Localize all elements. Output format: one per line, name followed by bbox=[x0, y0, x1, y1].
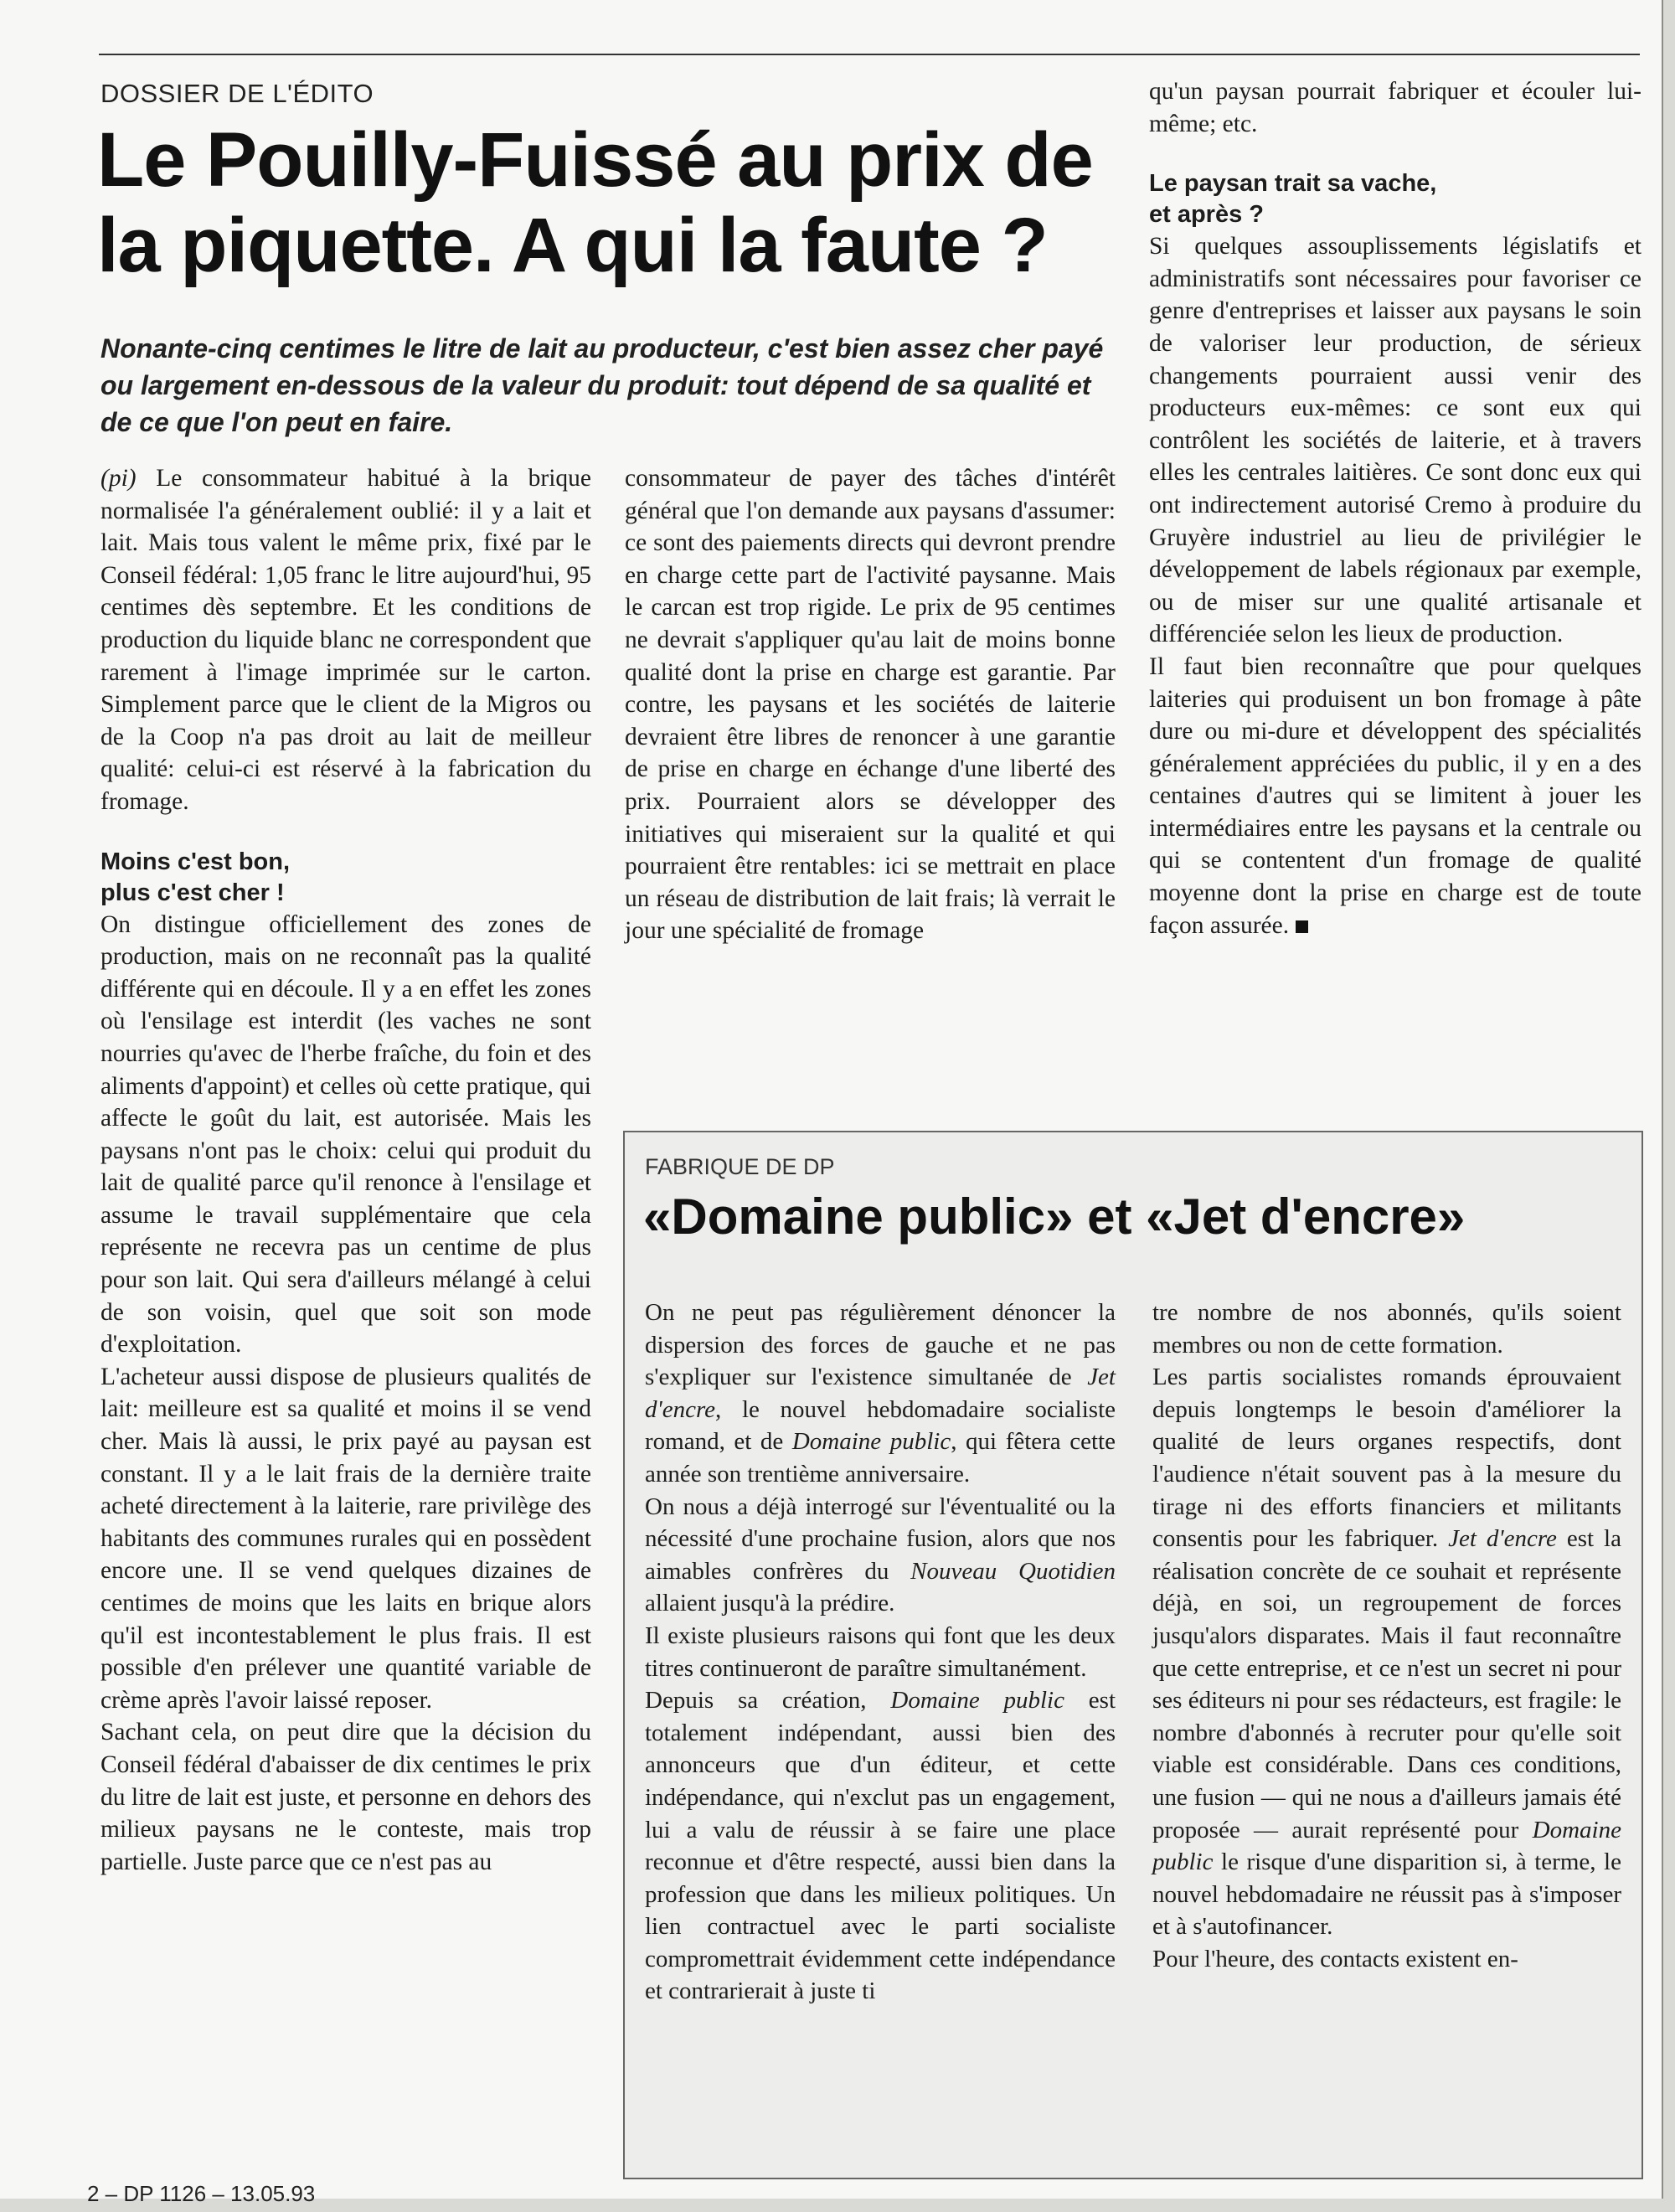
box-kicker: FABRIQUE DE DP bbox=[645, 1154, 835, 1179]
subheading-2 bbox=[1149, 168, 1642, 230]
paragraph-text: Il faut bien reconnaître que pour quelques laiteries qui produisent un bon fromage à pâte dure ou mi-dure et développent des spécialités généralement appréciées du public, il y en a des centaines d'autres qui se limitent à jouer les intermédiaires entre les paysans et la centrale ou qui se contentent d'un fromage de qualité moyenne dont la prise en charge est de toute façon assurée. bbox=[1149, 652, 1642, 939]
scan-edge-right bbox=[1662, 0, 1675, 2212]
paragraph: tre nombre de nos abonnés, qu'ils soient membres ou non de cette formation. bbox=[1152, 1299, 1621, 1359]
subheading-1 bbox=[100, 847, 591, 909]
page-footer: 2 – DP 1126 – 13.05.93 bbox=[87, 2181, 316, 2206]
section-kicker: DOSSIER DE L'ÉDITO bbox=[100, 79, 374, 108]
article-column-2 bbox=[625, 462, 1116, 947]
subheading-line: Le paysan trait sa vache, bbox=[1149, 170, 1437, 198]
box-column-2 bbox=[1152, 1297, 1621, 1975]
paragraph: Il existe plusieurs raisons qui font que les deux titres continueront de paraître simultanément. bbox=[645, 1622, 1116, 1682]
subheading-line: et après ? bbox=[1149, 201, 1264, 229]
author-signature: (pi) bbox=[100, 465, 137, 492]
article-lede: Nonante-cinq centimes le litre de lait au producteur, c'est bien assez cher payé ou largement en-dessous de la valeur du produit: tout dépend de sa qualité et de ce que l'on peut en faire. bbox=[100, 333, 1104, 437]
top-rule bbox=[99, 54, 1640, 55]
subheading-line: Moins c'est bon, bbox=[100, 848, 291, 875]
paragraph: On nous a déjà interrogé sur l'éventualité ou la nécessité d'une prochaine fusion, alors que nos aimables confrères du Nouveau Quotidien allaient jusqu'à la prédire. bbox=[645, 1493, 1116, 1617]
article-column-1 bbox=[100, 462, 591, 1878]
paragraph: Depuis sa création, Domaine public est totalement indépendant, aussi bien des annonceurs que d'un éditeur, et cette indépendance, qui n'exclut pas un engagement, lui a valu de réussir à se faire une place reconnue et d'être respecté, aussi bien dans la profession que dans les milieux politiques. Un lien contractuel avec le parti socialiste compromettrait évidemment cette indépendance et contrarierait à juste ti bbox=[645, 1687, 1116, 2005]
sidebar-box bbox=[623, 1131, 1643, 2179]
paragraph: consommateur de payer des tâches d'intérêt général que l'on demande aux paysans d'assumer: ce sont des paiements directs qui devront prendre en charge cette part de l'activité paysanne. Mais le carcan est trop rigide. Le prix de 95 centimes ne devrait s'appliquer qu'au lait de moins bonne qualité dont la prise en charge est garantie. Par contre, les paysans et les sociétés de laiterie devraient être libres de renoncer à une garantie de prise en charge en échange d'une liberté des prix. Pourraient alors se développer des initiatives qui miseraient sur la qualité et qui pourraient être rentables: ici se mettrait en place un réseau de distribution de lait frais; là verrait le jour une spécialité de fromage bbox=[625, 465, 1116, 945]
paragraph: L'acheteur aussi dispose de plusieurs qualités de lait: meilleure est sa qualité et moins il se vend cher. Mais là aussi, le prix payé au paysan est constant. Il y a le lait frais de la dernière traite acheté directement à la laiterie, rare privilège des habitants des communes rurales qui en possèdent encore une. Il se vend quelques dizaines de centimes de moins que les laits en brique alors qu'il est incontestablement le plus frais. Il est possible d'en prélever une quantité variable de crème après l'avoir laissé reposer. bbox=[100, 1363, 591, 1714]
paragraph bbox=[1149, 651, 1642, 941]
paragraph: Sachant cela, on peut dire que la décision du Conseil fédéral d'abaisser de dix centimes le prix du litre de lait est juste, et personne en dehors des milieux paysans ne le conteste, mais trop partielle. Juste parce que ce n'est pas au bbox=[100, 1719, 591, 1875]
paragraph-text: Le consommateur habitué à la brique normalisée l'a généralement oublié: il y a lait et lait. Mais tous valent le même prix, fixé par le Conseil fédéral: 1,05 franc le litre aujourd'hui, 95 centimes dès septembre. Et les conditions de production du liquide blanc ne correspondent que rarement à l'image imprimée sur le carton. Simplement parce que le client de la Migros ou de la Coop n'a pas droit au lait de meilleur qualité: celui-ci est réservé à la fabrication du fromage. bbox=[100, 465, 591, 815]
paragraph: On ne peut pas régulièrement dénoncer la dispersion des forces de gauche et ne pas s'expliquer sur l'existence simultanée de Jet d'encre, le nouvel hebdomadaire socialiste romand, et de Domaine public, qui fêtera cette année son trentième anniversaire. bbox=[645, 1299, 1116, 1488]
paragraph: Pour l'heure, des contacts existent en- bbox=[1152, 1945, 1518, 1972]
paragraph: Si quelques assouplissements législatifs et administratifs sont nécessaires pour favoriser ce genre d'entreprises et laisser aux paysans le soin de valoriser leur production, de sérieux changements pourraient aussi venir des producteurs eux-mêmes: ce sont eux qui contrôlent les sociétés de laiterie, et à travers elles les centrales laitières. Ce sont donc eux qui ont indirectement autorisé Cremo à produire du Gruyère industriel au lieu de privilégier le développement de labels régionaux par exemple, ou de miser sur une qualité artisanale et différenciée selon les lieux de production. bbox=[1149, 233, 1642, 648]
article-column-3 bbox=[1149, 75, 1642, 941]
paragraph: qu'un paysan pourrait fabriquer et écouler lui-même; etc. bbox=[1149, 78, 1642, 137]
box-column-1 bbox=[645, 1297, 1116, 2008]
end-mark-icon bbox=[1296, 920, 1308, 933]
paragraph: Les partis socialistes romands éprouvaient depuis longtemps le besoin d'améliorer la qualité de leurs organes respectifs, dont l'audience n'était souvent pas à la mesure du tirage ni des efforts financiers et militants consentis pour les fabriquer. Jet d'encre est la réalisation concrète de ce souhait et représente déjà, en soi, un regroupement de forces jusqu'alors disparates. Mais il faut reconnaître que cette entreprise, et ce n'est un secret ni pour ses éditeurs ni pour ses rédacteurs, est fragile: le nombre d'abonnés à recruter pour qu'elle soit viable est considérable. Dans ces conditions, une fusion — qui ne nous a d'ailleurs jamais été proposée — aurait représenté pour Domaine public le risque d'une disparition si, à terme, le nouvel hebdomadaire ne réussit pas à s'imposer et à s'autofinancer. bbox=[1152, 1364, 1621, 1941]
box-title: «Domaine public» et «Jet d'encre» bbox=[643, 1188, 1466, 1245]
subheading-line: plus c'est cher ! bbox=[100, 879, 285, 906]
paragraph: On distingue officiellement des zones de production, mais on ne reconnaît pas la qualité différente qui en découle. Il y a en effet les zones où l'ensilage est interdit (les vaches ne sont nourries qu'avec de l'herbe fraîche, du foin et des aliments d'appoint) et celles où cette pratique, qui affecte le goût du lait, est autorisée. Mais les paysans n'ont pas le choix: celui qui produit du lait de qualité parce qu'il renonce à l'ensilage et assume le travail supplémentaire que cela représente ne recevra pas un centime de plus pour son lait. Qui sera d'ailleurs mélangé à celui de son voisin, quel que soit son mode d'exploitation. bbox=[100, 910, 591, 1359]
paragraph bbox=[100, 462, 591, 818]
article-headline: Le Pouilly-Fuissé au prix de la piquette. A qui la faute ? bbox=[97, 117, 1093, 288]
